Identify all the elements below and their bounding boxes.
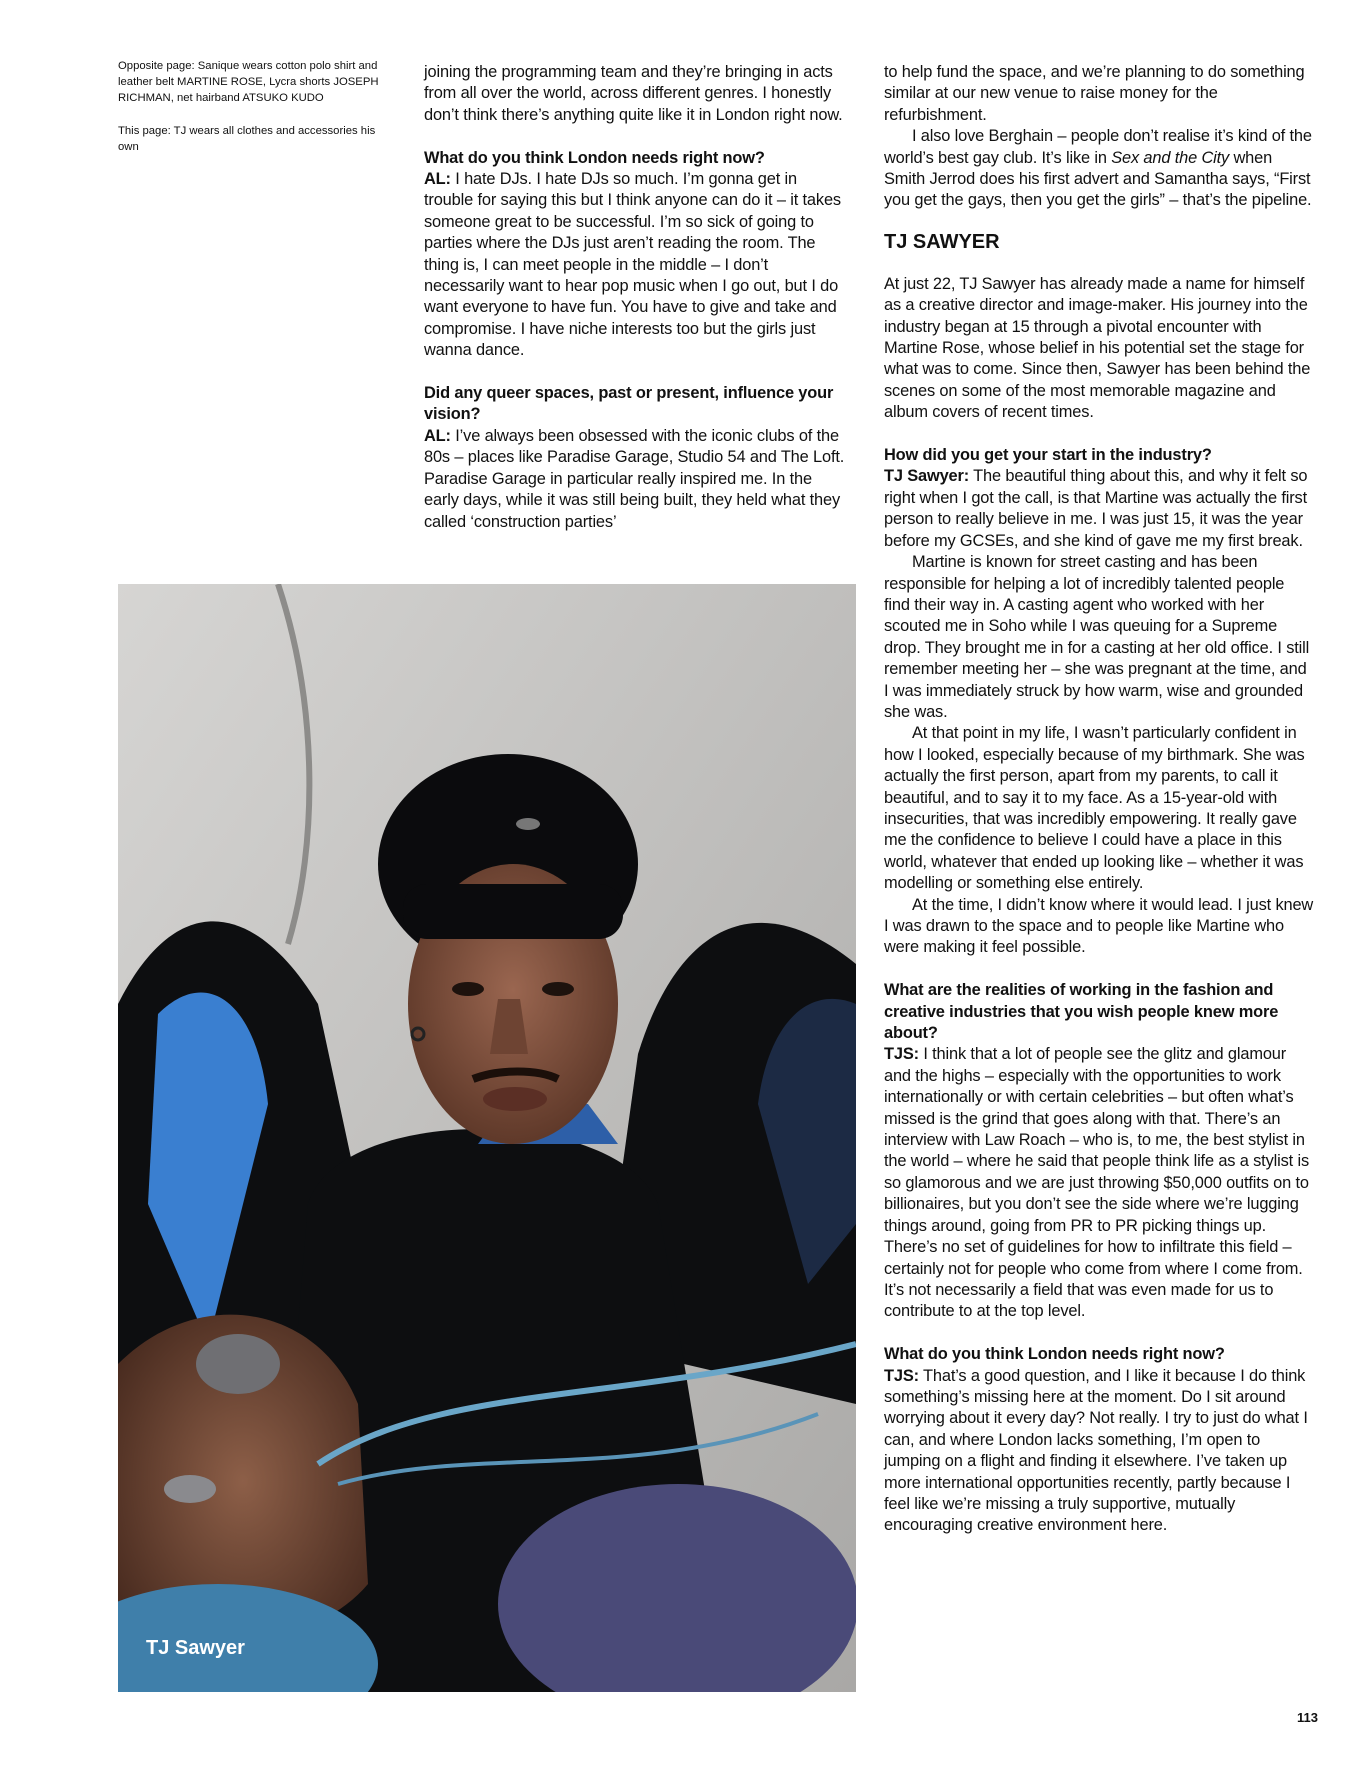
interview-question: How did you get your start in the industry? bbox=[884, 446, 1212, 465]
paragraph: to help fund the space, and we’re planning to do something similar at our new venue to raise money for the refurbishment. bbox=[884, 63, 1305, 124]
interview-answer bbox=[424, 426, 848, 533]
italic-title: Sex and the City bbox=[1111, 148, 1230, 167]
mouth bbox=[483, 1087, 547, 1111]
answer-text: I hate DJs. I hate DJs so much. I’m gonna get in trouble for saying this but I think anyone can do it – it takes someone great to be successful. I’m so sick of going to parties where the DJs just aren’t reading the room. The thing is, I can meet people in the middle – I don’t necessarily want to hear pop music when I go out, but I do want everyone to have fun. You have to give and take and compromise. I have niche interests too but the girls just wanna dance. bbox=[424, 170, 841, 360]
left-eye bbox=[452, 982, 484, 996]
section-heading: TJ SAWYER bbox=[884, 230, 1000, 253]
paragraph bbox=[884, 126, 1314, 212]
photo-credits bbox=[118, 58, 393, 172]
interview-question: What do you think London needs right now? bbox=[884, 1345, 1225, 1364]
interview-question: Did any queer spaces, past or present, influence your vision? bbox=[424, 384, 834, 424]
text-span: when Smith Jerrod does his first advert and Samantha says, “First you get the gays, then you get the girls” – that’s the pipeline. bbox=[884, 148, 1312, 210]
portrait-illustration bbox=[118, 584, 856, 1692]
paragraph: joining the programming team and they’re bringing in acts from all over the world, across different genres. I honestly don’t think there’s anything quite like it in London right now. bbox=[424, 63, 843, 124]
speaker-label: TJS: bbox=[884, 1366, 919, 1385]
interview-question: What do you think London needs right now? bbox=[424, 148, 765, 167]
article-column-right bbox=[884, 62, 1314, 1537]
credit-this-page: This page: TJ wears all clothes and accessories his own bbox=[118, 125, 376, 153]
answer-text: The beautiful thing about this, and why it felt so right when I got the call, is that Martine was actually the first person to really believe in me. I was just 15, it was the year before my GCSEs, and she kind of gave me my first break. bbox=[884, 467, 1308, 550]
speaker-label: TJS: bbox=[884, 1045, 919, 1064]
ring-small bbox=[164, 1475, 216, 1503]
interview-answer bbox=[884, 1044, 1314, 1322]
interview-answer bbox=[424, 169, 848, 362]
article-column-middle bbox=[424, 62, 848, 533]
answer-text: I’ve always been obsessed with the iconic clubs of the 80s – places like Paradise Garage, Studio 54 and The Loft. Paradise Garage in particular really inspired me. In the early days, while it was still being built, they held what they called ‘construction parties’ bbox=[424, 426, 845, 531]
speaker-label: TJ Sawyer: bbox=[884, 467, 970, 486]
beret-pin bbox=[516, 818, 540, 830]
portrait-photo bbox=[118, 584, 856, 1692]
answer-text: That’s a good question, and I like it because I do think something’s missing here at the moment. Do I sit around worrying about it every day? Not really. I try to just do what I can, and where London lacks something, I’m open to jumping on a flight and finding it elsewhere. I’ve taken up more international opportunities recently, partly because I feel like we’re missing a truly supportive, mutually encouraging creative environment here. bbox=[884, 1366, 1308, 1535]
credit-opposite-page: Opposite page: Sanique wears cotton polo shirt and leather belt MARTINE ROSE, Lycra shorts JOSEPH RICHMAN, net hairband ATSUKO KUDO bbox=[118, 60, 379, 104]
text-span: I also love Berghain – people don’t realise it’s kind of the world’s best gay club. It’s like in bbox=[884, 127, 1312, 167]
paragraph: At the time, I didn’t know where it would lead. I just knew I was drawn to the space and to people like Martine who were making it feel possible. bbox=[884, 895, 1314, 957]
paragraph: Martine is known for street casting and has been responsible for helping a lot of incredibly talented people find their way in. A casting agent who worked with her scouted me in Soho while I was queuing for a Supreme drop. They brought me in for a casting at her old office. I still remember meeting her – she was pregnant at the time, and I was immediately struck by how warm, wise and grounded she was. bbox=[884, 553, 1310, 721]
interview-answer bbox=[884, 466, 1314, 552]
right-eye bbox=[542, 982, 574, 996]
page-number: 113 bbox=[1297, 1710, 1318, 1725]
speaker-label: AL: bbox=[424, 170, 451, 189]
speaker-label: AL: bbox=[424, 426, 451, 445]
beret-band bbox=[403, 884, 623, 939]
interview-question: What are the realities of working in the fashion and creative industries that you wish people knew more about? bbox=[884, 981, 1279, 1043]
section-intro: At just 22, TJ Sawyer has already made a name for himself as a creative director and image-maker. His journey into the industry began at 15 through a pivotal encounter with Martine Rose, whose belief in his potential set the stage for what was to come. Since then, Sawyer has been behind the scenes on some of the most memorable magazine and album covers of recent times. bbox=[884, 274, 1311, 422]
paragraph: At that point in my life, I wasn’t particularly confident in how I looked, especially because of my birthmark. She was actually the first person, apart from my parents, to call it beautiful, and to say it to my face. As a 15-year-old with insecurities, that was incredibly empowering. It really gave me the confidence to believe I could have a place in this world, whatever that ended up looking like – whether it was modelling or something else entirely. bbox=[884, 724, 1305, 893]
photo-caption: TJ Sawyer bbox=[146, 1637, 245, 1659]
ring-large bbox=[196, 1334, 280, 1394]
answer-text: I think that a lot of people see the glitz and glamour and the highs – especially with the opportunities to work internationally or with certain celebrities – but often what’s missed is the grind that goes along with that. There’s an interview with Law Roach – who is, to me, the best stylist in the world – where he said that people think life as a stylist is so glamorous and we are just throwing $50,000 outfits on to billionaires, but you don’t see the side where we’re lugging things around, going from PR to PR picking things up. There’s no set of guidelines for how to infiltrate this field – certainly not for people who come from where I come from. It’s not necessarily a field that was even made for us to contribute to at the top level. bbox=[884, 1045, 1309, 1321]
interview-answer bbox=[884, 1366, 1314, 1537]
